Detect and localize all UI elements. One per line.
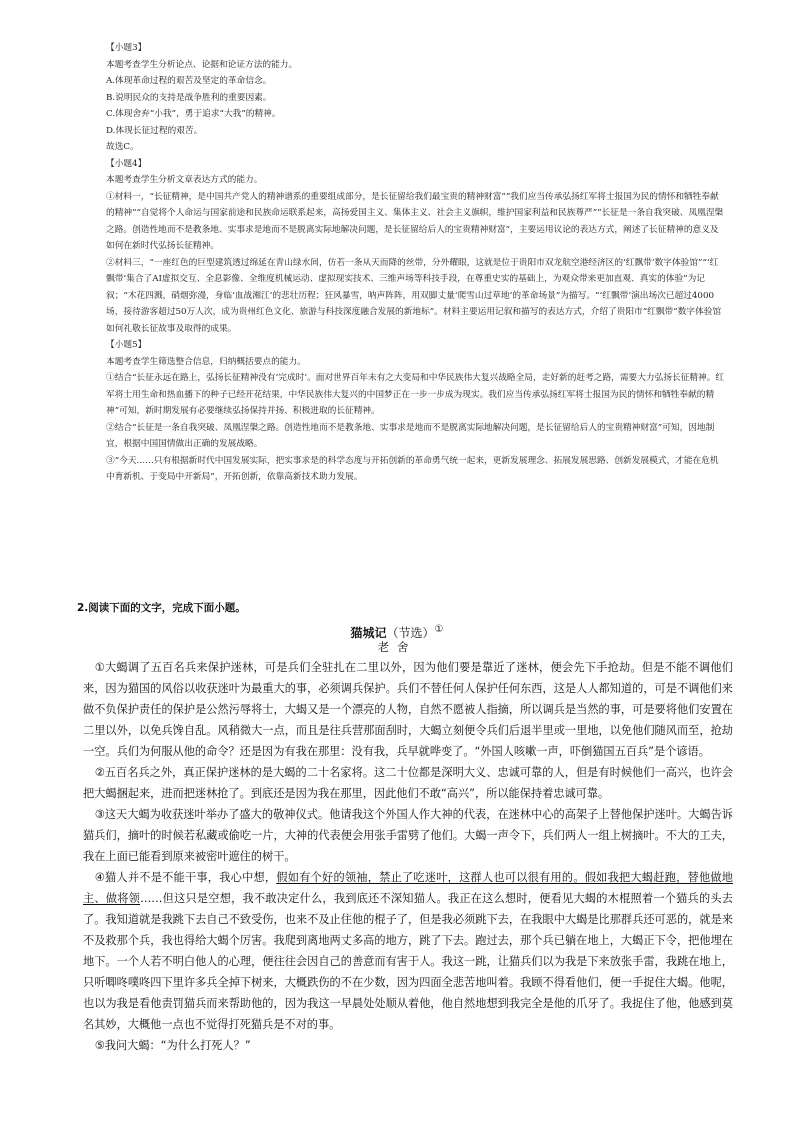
q3-option-b: B.说明民众的支持是战争胜利的重要因素。 [106, 92, 272, 103]
q5-point-1: ①结合“长征永远在路上，弘扬长征精神没有‘完成时’。面对世界百年未有之大变局和中华民族伟大复兴战略全局，走好新的赶考之路，需要大力弘扬长征精神。红军将士用生命和热血播下的种子已经开花结果，中华民族伟大复兴的中国梦正在一步一步成为现实。我们应当传承弘扬红军将士报国为民的情怀和牺牲奉献的精神”可知，新时期发展有必要继续弘扬保持并扬、积极进取的长征精神。 [106, 373, 725, 416]
q5-tag: 【小题5】 [106, 340, 147, 350]
q3-tag: 【小题3】 [106, 43, 147, 53]
question-2-heading: 2.阅读下面的文字，完成下面小题。 [77, 602, 246, 614]
q3-answer: 故选C。 [106, 142, 139, 152]
q4-tag: 【小题4】 [106, 158, 147, 169]
q4-point-2: ②材料三，“一座红色的巨型建筑透过绵延在青山绿水间，仿若一条从天而降的丝带，分外耀眼，这就是位于贵阳市双龙航空港经济区的‘红飘带’数字体验馆”“‘红飘带’集合了AI虚拟交互、全息影像、全维度机械运动、虚拟现实技术、三维声场等科技手段，在尊重史实的基础上，为观众带来更加直观、真实的体验”为记叙；“木花四溅，硝烟弥漫，身临‘血战湘江’的悲壮历程；狂风暴雪，呐声阵阵，用双脚丈量‘爬雪山过草地’的革命场景”为描写。“‘红飘带’演出场次已超过4000场，接待游客超过50万人次，成为贵州红色文化、旅游与科技深度融合发展的新地标”。材料主要运用记叙和描写的表达方式，介绍了贵阳市“红飘带”数字体验馆如何礼敬长征故事及取得的成果。 [106, 257, 722, 334]
title-text: 猫城记 [350, 626, 387, 640]
q5-point-2: ②结合“长征是一条自我突破、凤凰涅槃之路。创造性地而不是教条地、实事求是地而不是脱离实际地解决问题，是长征留给后人的宝贵精神财富”可知，因地制宜，根据中国国情做出正确的发展战略。 [106, 422, 715, 449]
paragraph-4 [83, 867, 733, 1035]
paragraph-4-start: ④猫人并不是不能干事，我心中想， [94, 871, 277, 884]
q3-option-c: C.体现舍弃“小我”，勇于追求“大我”的精神。 [106, 109, 281, 119]
q5-intro: 本题考查学生筛选整合信息，归纳概括要点的能力。 [106, 356, 306, 367]
paragraph-4-rest: ……但这只是空想，我不敢决定什么，我到底还不深知猫人。我正在这么想时，便看见大蝎的木棍照着一个猫兵的头去了。我知道就是我跳下去自己不致受伤，也来不及止住他的棍子了，但是我必须跳下去，在我眼中大蝎是比那群兵还可恶的，就是来不及救那个兵，我也得给大蝎个厉害。我爬到离地两丈多高的地方，跳了下去。跑过去，那个兵已躺在地上，大蝎正下令，把他埋在地下。一个人若不明白他人的心理，便往往会因自己的善意而有害于人。我这一跳，让猫兵们以为我是下来放张手雷，我跳在地上，只听唧咚噗咚四下里许多兵全掉下树来，大概跌伤的不在少数，因为四面全悲苦地叫着。我顾不得看他们，便一手捉住大蝎。他呢，也以为我是看他责罚猫兵而来帮助他的，因为我这一早晨处处顺从着他，他自然地想到我完全是他的爪牙了。我捉住了他，他感到莫名其妙，大概他一点也不觉得打死猫兵是不对的事。 [83, 892, 733, 1031]
q5-point-3: ③“今天……只有根据新时代中国发展实际，把实事求是的科学态度与开拓创新的革命勇气统一起来，更新发展理念、拓展发展思路、创新发展模式，才能在危机中育新机、于变局中开新局”，开拓创新，依靠高新技术助力发展。 [106, 455, 719, 482]
passage-body [83, 657, 733, 1056]
title-suffix: （节选） [386, 626, 435, 640]
paragraph-2: ②五百名兵之外，真正保护迷林的是大蝎的二十名家将。这二十位都是深明大义、忠诚可靠的人，但是有时候他们一高兴，也许会把大蝎捆起来，进而把迷林抢了。到底还是因为我在那里，因此他们不敢“高兴”，所以能保持着忠诚可靠。 [83, 766, 733, 800]
q3-intro: 本题考查学生分析论点、论据和论证方法的能力。 [106, 59, 298, 70]
q3-option-a: A.体现革命过程的艰苦及坚定的革命信念。 [106, 76, 272, 86]
q4-point-1: ①材料一，“长征精神，是中国共产党人的精神谱系的重要组成部分，是长征留给我们最宝贵的精神财富”“我们应当传承弘扬红军将士报国为民的情怀和牺牲奉献的精神”“自觉将个人命运与国家前途和民族命运联系起来，高扬爱国主义、集体主义、社会主义旗帜，维护国家利益和民族尊严”“长征是一条自我突破、凤凰涅槃之路。创造性地而不是教条地、实事求是地而不是脱离实际地解决问题，是长征留给后人的宝贵精神财富”，主要运用议论的表达方式，阐述了长征精神的意义及如何在新时代弘扬长征精神。 [106, 191, 724, 251]
q4-intro: 本题考查学生分析文章表达方式的能力。 [106, 175, 263, 185]
answer-analysis [106, 40, 726, 486]
passage-author: 老舍 [377, 640, 417, 654]
q3-option-d: D.体现长征过程的艰苦。 [106, 125, 203, 136]
paragraph-3: ③这天大蝎为收获迷叶举办了盛大的敬神仪式。他请我这个外国人作大神的代表，在迷林中心的高架子上替他保护迷叶。大蝎告诉猫兵们，摘叶的时候若私藏或偷吃一片，大神的代表便会用张手雷劈了他们。大蝎一声令下，兵们两人一组上树摘叶。不大的工夫，我在上面已能看到原来被密叶遮住的树干。 [83, 808, 733, 863]
paragraph-5: ⑤我问大蝎：“为什么打死人？” [94, 1039, 251, 1052]
paragraph-1: ①大蝎调了五百名兵来保护迷林，可是兵们全驻扎在二里以外，因为他们要是靠近了迷林，便会先下手抢劫。但是不能不调他们来，因为猫国的风俗以收获迷叶为最重大的事，必须调兵保护。兵们不替任何人保护任何东西，这是人人都知道的，可是不调他们来做不负保护责任的保护是公然污辱将士，大蝎又是一个漂亮的人物，自然不愿被人指摘，所以调兵是当然的事，可是要将他们安置在二里以外，以免兵馋自乱。风稍微大一点，而且是往兵营那面刮时，大蝎立刻便令兵们后退半里或一里地，以免他们随风而至，抢劫一空。兵们为何服从他的命令？还是因为有我在那里：没有我，兵早就哗变了。“外国人咳嗽一声，吓倒猫国五百兵”是个谚语。 [83, 661, 733, 758]
title-footnote-mark: ① [434, 624, 444, 635]
paragraph-4-underlined: 假如有个好的领袖，禁止了吃迷叶，这群人也可以很有用的。假如我把大蝎赶跑，替他做地主、做将领 [83, 871, 733, 905]
